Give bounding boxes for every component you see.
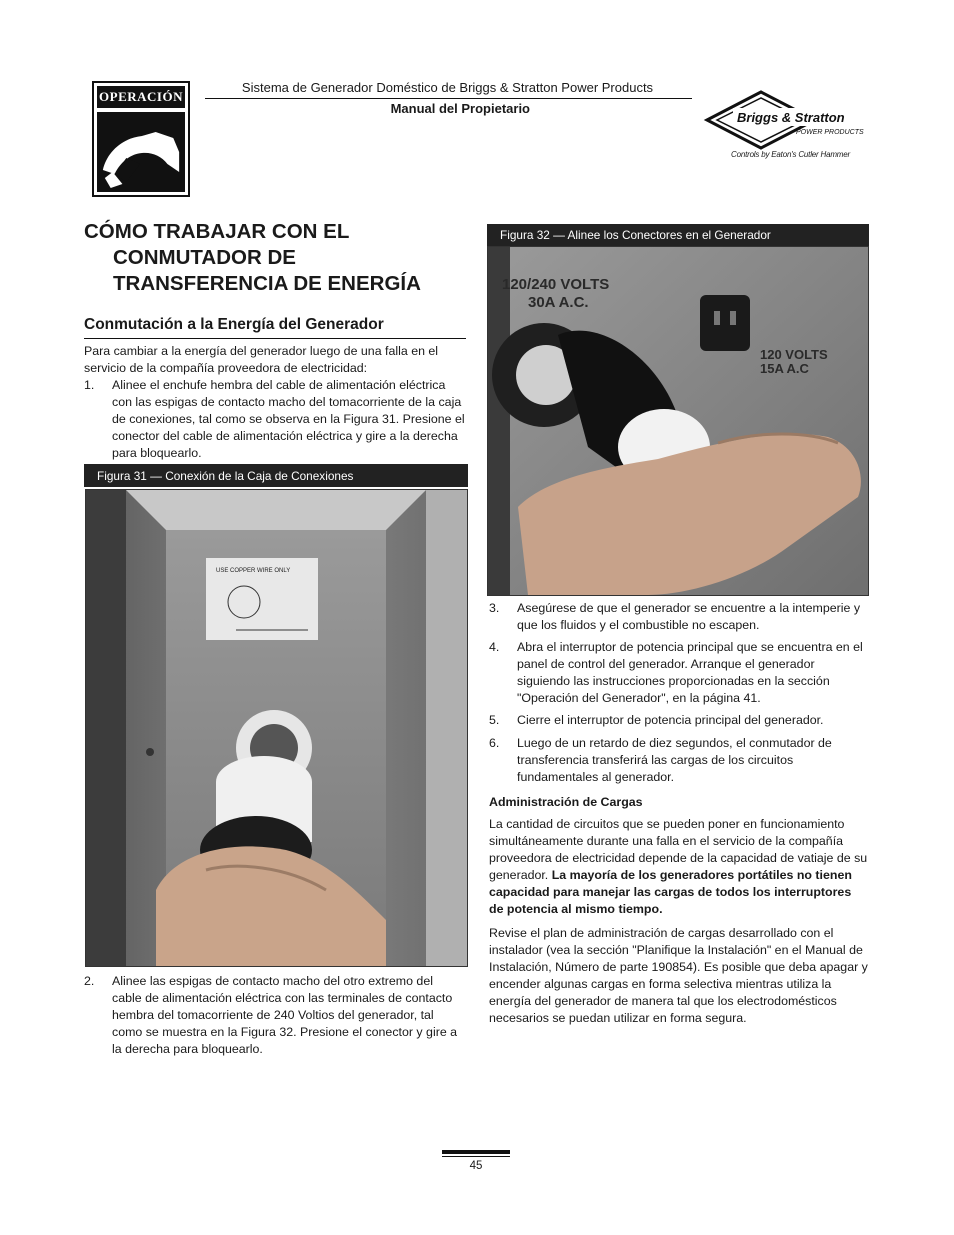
step-text: Luego de un retardo de diez segundos, el conmutador de transferencia transferirá las cargas de los circuitos fundamentales al generador. <box>517 736 832 784</box>
load-management-paragraph-2: Revise el plan de administración de cargas desarrollado con el instalador (vea la sección "Planifique la Instalación" en el Manual de Instalación, Número de parte 190854). Es posible que deba apagar y encender algunas cargas en forma selectiva mientras utiliza la energía del generador de manera tal que los electrodomésticos necesarios se puedan utilizar en forma segura. <box>489 926 868 1025</box>
figure-31-label: USE COPPER WIRE ONLY <box>216 568 291 574</box>
page-number-rule <box>442 1156 510 1157</box>
page-number: 45 <box>469 1160 483 1172</box>
step-text: Alinee el enchufe hembra del cable de alimentación eléctrica con las espigas de contacto macho del tomacorriente de la caja de conexiones, tal como se observa en la Figura 31. Presione el conector del cable de alimentación eléctrica y gire a la derecha para bloquearlo. <box>112 378 465 460</box>
step-number: 5. <box>489 713 500 727</box>
figure-32-label-1a: 120/240 VOLTS <box>502 276 610 293</box>
header-system-title: Sistema de Generador Doméstico de Briggs & Stratton Power Products <box>241 80 654 95</box>
figure-31-caption-text: Figura 31 — Conexión de la Caja de Conexiones <box>97 468 354 483</box>
figure-32-photo <box>487 246 869 596</box>
page-title <box>84 219 474 297</box>
figure-32-label-1b: 30A A.C. <box>528 294 589 311</box>
badge-label: OPERACIÓN <box>97 86 185 108</box>
operation-hand-icon <box>97 112 185 192</box>
operacion-badge <box>92 81 190 197</box>
paragraph-text: La cantidad de circuitos que se pueden poner en funcionamiento simultáneamente durante una falla en el servicio de la compañía proveedora de electricidad depende de la capacidad de vatiaje de su generador. <box>489 817 868 882</box>
section-rule <box>84 338 466 339</box>
logo-brand-text: Briggs & Stratton <box>737 110 845 125</box>
title-line-2: CONMUTADOR DE <box>113 246 296 269</box>
figure-31-photo <box>85 489 468 967</box>
logo-sub-text: POWER PRODUCTS <box>796 129 864 136</box>
title-line-1: CÓMO TRABAJAR CON EL <box>84 220 350 243</box>
step-text: Alinee las espigas de contacto macho del otro extremo del cable de alimentación eléctrica con las terminales de contacto hembra del tomacorriente de 240 Voltios del generador, tal como se muestra en la Figura 32. Presione el conector y gire a la derecha para bloquearlo. <box>112 974 458 1056</box>
logo-controls-text: Controls by Eaton's Cutler Hammer <box>731 150 850 159</box>
header-rule <box>205 98 692 99</box>
section-heading: Conmutación a la Energía del Generador <box>84 316 384 333</box>
step-text: Asegúrese de que el generador se encuentre a la intemperie y que los fluidos y el combustible no escapen. <box>517 601 861 632</box>
figure-32-caption <box>487 224 869 246</box>
step-number: 2. <box>84 974 95 988</box>
step-number: 1. <box>84 378 95 392</box>
step-number: 6. <box>489 736 500 750</box>
figure-32-label-2a: 120 VOLTS <box>760 347 828 362</box>
figure-32-label-2b: 15A A.C <box>760 361 809 376</box>
page-number-bar <box>442 1150 510 1154</box>
load-management-paragraph-1 <box>489 816 869 918</box>
figure-32-caption-text: Figura 32 — Alinee los Conectores en el Generador <box>500 228 771 242</box>
step-number: 3. <box>489 601 500 615</box>
step-text: Cierre el interruptor de potencia principal del generador. <box>517 713 824 727</box>
title-line-3: TRANSFERENCIA DE ENERGÍA <box>113 272 421 295</box>
step-number: 4. <box>489 640 500 654</box>
header-manual-title: Manual del Propietario <box>390 101 530 116</box>
load-management-heading: Administración de Cargas <box>489 795 643 809</box>
paragraph-bold-text: La mayoría de los generadores portátiles no tienen capacidad para manejar las cargas de todos los interruptores de potencia al mismo tiempo. <box>489 868 852 916</box>
step-text: Abra el interruptor de potencia principal que se encuentra en el panel de control del generador. Arranque el generador siguiendo las instrucciones proporcionadas en la sección "Operación del Generador", en la página 41. <box>517 640 863 705</box>
intro-paragraph: Para cambiar a la energía del generador luego de una falla en el servicio de la compañía proveedora de electricidad: <box>84 344 439 375</box>
figure-31-caption <box>84 464 468 487</box>
